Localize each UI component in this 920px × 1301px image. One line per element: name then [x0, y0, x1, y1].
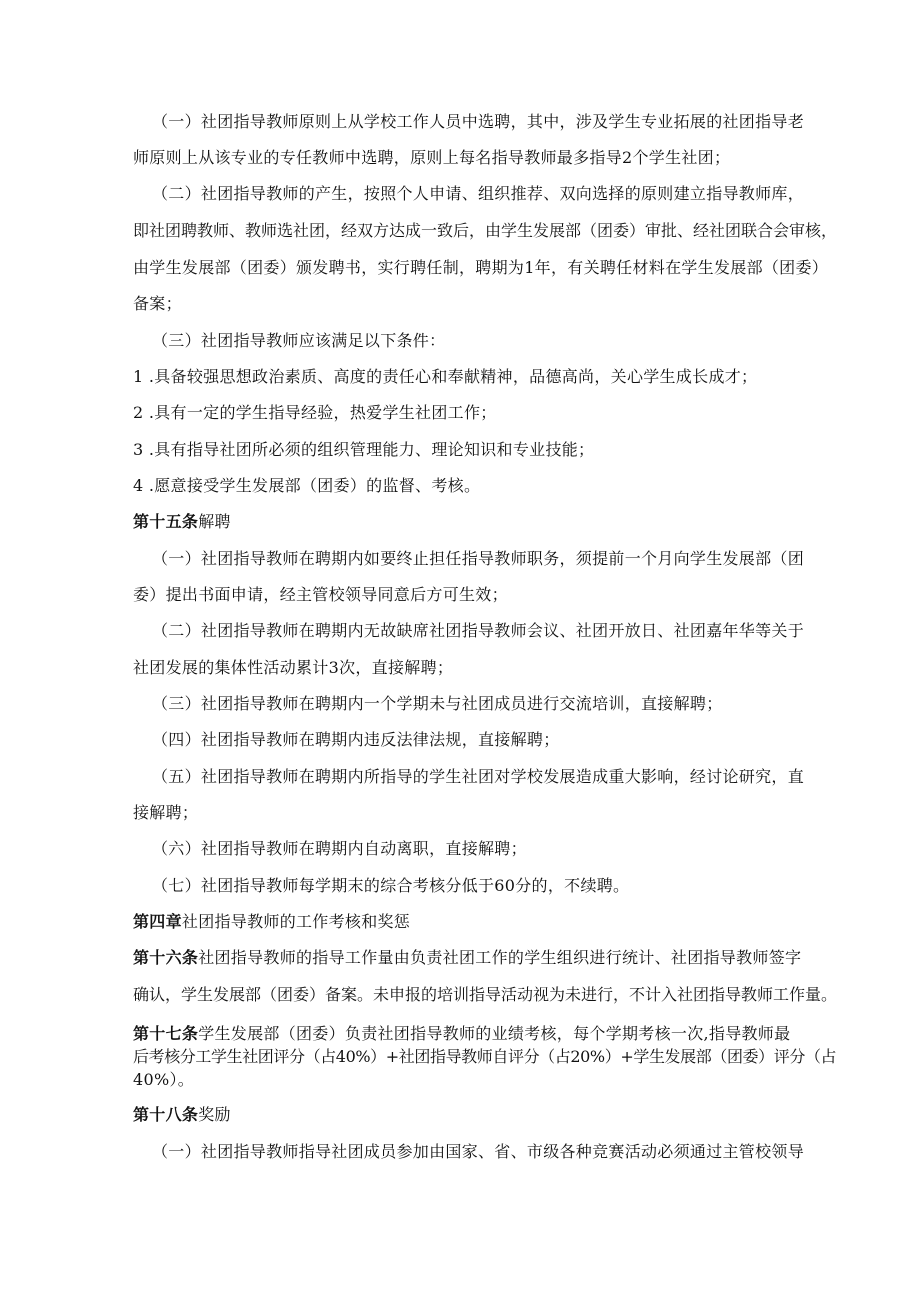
chapter-4-label: 第四章	[133, 912, 182, 931]
article-18-para-1-line-1: （一）社团指导教师指导社团成员参加由国家、省、市级各种竞赛活动必须通过主管校领导	[152, 1142, 805, 1161]
article-16-text: 社团指导教师的指导工作量由负责社团工作的学生组织进行统计、社团指导教师签字	[198, 948, 802, 967]
article-15-heading	[133, 512, 231, 532]
para-2-line-1: （二）社团指导教师的产生，按照个人申请、组织推荐、双向选择的原则建立指导教师库，	[152, 184, 805, 203]
article-15-para-1-line-1: （一）社团指导教师在聘期内如要终止担任指导教师职务，须提前一个月向学生发展部（团	[152, 549, 805, 568]
article-15-label: 第十五条	[133, 512, 199, 531]
article-15-para-3: （三）社团指导教师在聘期内一个学期未与社团成员进行交流培训，直接解聘；	[152, 694, 723, 713]
para-2-line-3: 由学生发展部（团委）颁发聘书，实行聘任制，聘期为1年，有关聘任材料在学生发展部（团委）	[133, 258, 829, 277]
article-16-line-1	[133, 948, 801, 968]
chapter-4-title: 社团指导教师的工作考核和奖惩	[181, 912, 411, 931]
para-2-line-4: 备案；	[133, 294, 182, 313]
article-15-para-2-line-2: 社团发展的集体性活动累计3次，直接解聘；	[133, 658, 454, 677]
para-3: （三）社团指导教师应该满足以下条件：	[152, 331, 446, 350]
article-17-label: 第十七条	[133, 1024, 199, 1043]
article-17-line-2: 后考核分工学生社团评分（占40%）+社团指导教师自评分（占20%）+学生发展部（团委）评分（占	[133, 1047, 837, 1066]
article-16-line-2: 确认，学生发展部（团委）备案。未申报的培训指导活动视为未进行，不计入社团指导教师工作量。	[133, 985, 838, 1004]
article-17-line-1	[133, 1024, 790, 1044]
article-18-label: 第十八条	[133, 1105, 199, 1124]
article-17-line-3: 40%）。	[133, 1070, 195, 1089]
article-15-para-1-line-2: 委）提出书面申请，经主管校领导同意后方可生效；	[133, 585, 508, 604]
list-item: 4 .愿意接受学生发展部（团委）的监督、考核。	[133, 476, 481, 495]
article-15-para-5-line-2: 接解聘；	[133, 803, 199, 822]
chapter-4-heading	[133, 912, 410, 932]
article-15-para-2-line-1: （二）社团指导教师在聘期内无故缺席社团指导教师会议、社团开放日、社团嘉年华等关于	[152, 621, 805, 640]
article-18-title: 奖励	[198, 1105, 231, 1124]
list-item: 2 .具有一定的学生指导经验，热爱学生社团工作；	[133, 403, 497, 422]
article-18-heading	[133, 1105, 231, 1125]
article-15-para-7: （七）社团指导教师每学期末的综合考核分低于60分的，不续聘。	[152, 876, 630, 895]
list-item: 1 .具备较强思想政治素质、高度的责任心和奉献精神，品德高尚，关心学生成长成才；	[133, 367, 758, 386]
list-item: 3 .具有指导社团所必须的组织管理能力、理论知识和专业技能；	[133, 440, 595, 459]
article-15-para-6: （六）社团指导教师在聘期内自动离职，直接解聘；	[152, 839, 527, 858]
article-16-label: 第十六条	[133, 948, 199, 967]
para-2-line-2: 即社团聘教师、教师选社团，经双方达成一致后，由学生发展部（团委）审批、经社团联合会审核，	[133, 221, 838, 240]
para-1-line-1: （一）社团指导教师原则上从学校工作人员中选聘，其中，涉及学生专业拓展的社团指导老	[152, 112, 805, 131]
article-17-text: 学生发展部（团委）负责社团指导教师的业绩考核，每个学期考核一次,指导教师最	[198, 1024, 791, 1043]
article-15-para-5-line-1: （五）社团指导教师在聘期内所指导的学生社团对学校发展造成重大影响，经讨论研究，直	[152, 767, 805, 786]
article-15-para-4: （四）社团指导教师在聘期内违反法律法规，直接解聘；	[152, 730, 560, 749]
article-15-title: 解聘	[198, 512, 231, 531]
para-1-line-2: 师原则上从该专业的专任教师中选聘，原则上每名指导教师最多指导2个学生社团；	[133, 148, 731, 167]
